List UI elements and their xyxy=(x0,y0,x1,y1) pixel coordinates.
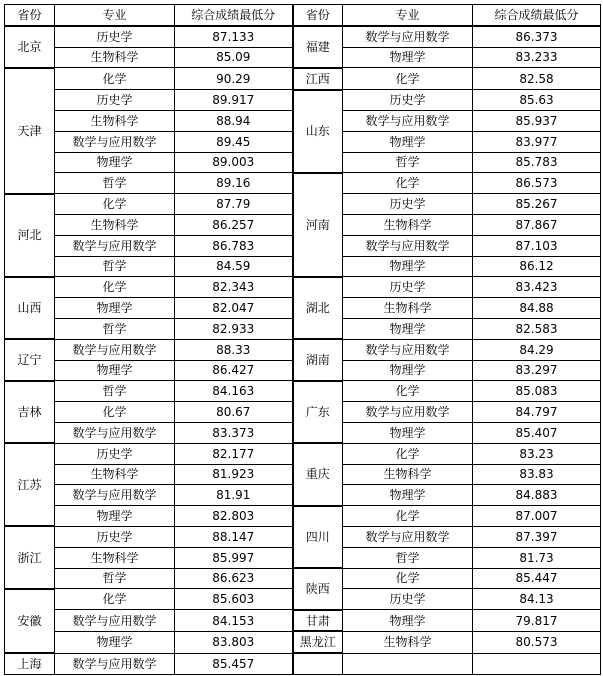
score-cell: 84.13 xyxy=(473,589,601,610)
major-cell: 历史学 xyxy=(343,90,473,111)
score-cell: 82.177 xyxy=(175,443,293,464)
major-cell: 数学与应用数学 xyxy=(343,235,473,256)
score-cell: 89.917 xyxy=(175,90,293,111)
header-province-right: 省份 xyxy=(293,5,343,26)
score-cell: 83.233 xyxy=(473,47,601,68)
score-cell: 84.88 xyxy=(473,298,601,319)
table-row xyxy=(5,90,601,111)
major-cell: 化学 xyxy=(343,173,473,194)
major-cell: 生物科学 xyxy=(343,298,473,319)
score-cell: 86.257 xyxy=(175,214,293,235)
major-cell: 数学与应用数学 xyxy=(343,526,473,547)
score-cell: 89.45 xyxy=(175,131,293,152)
major-cell: 化学 xyxy=(343,568,473,589)
major-cell: 数学与应用数学 xyxy=(343,339,473,360)
table-row xyxy=(5,381,601,402)
province-cell: 广东 xyxy=(293,381,343,443)
province-cell: 湖南 xyxy=(293,339,343,381)
score-cell: 87.867 xyxy=(473,214,601,235)
header-min-score-right: 综合成绩最低分 xyxy=(473,5,601,26)
major-cell: 生物科学 xyxy=(55,547,175,568)
score-cell: 84.29 xyxy=(473,339,601,360)
major-cell: 哲学 xyxy=(343,547,473,568)
major-cell: 物理学 xyxy=(55,152,175,173)
major-cell: 数学与应用数学 xyxy=(55,485,175,506)
major-cell: 物理学 xyxy=(55,360,175,381)
score-cell: 82.933 xyxy=(175,318,293,339)
major-cell: 哲学 xyxy=(55,173,175,194)
header-row xyxy=(5,5,601,26)
province-cell: 甘肃 xyxy=(293,610,343,632)
province-cell: 山东 xyxy=(293,90,343,173)
province-cell: 重庆 xyxy=(293,443,343,505)
major-cell: 生物科学 xyxy=(343,464,473,485)
major-cell: 历史学 xyxy=(55,443,175,464)
score-cell: 87.007 xyxy=(473,506,601,527)
major-cell: 哲学 xyxy=(343,152,473,173)
score-cell: 90.29 xyxy=(175,68,293,90)
score-cell: 83.803 xyxy=(175,631,293,653)
score-cell: 85.447 xyxy=(473,568,601,589)
major-cell: 化学 xyxy=(55,277,175,298)
major-cell: 化学 xyxy=(55,402,175,423)
major-cell: 化学 xyxy=(343,443,473,464)
major-cell: 化学 xyxy=(55,194,175,215)
score-cell: 82.047 xyxy=(175,298,293,319)
major-cell: 物理学 xyxy=(55,506,175,527)
table-row xyxy=(5,653,601,674)
score-cell: 83.297 xyxy=(473,360,601,381)
score-cell: 85.603 xyxy=(175,589,293,610)
province-cell: 湖北 xyxy=(293,277,343,339)
province-cell: 福建 xyxy=(293,26,343,68)
major-cell: 物理学 xyxy=(343,485,473,506)
major-cell: 化学 xyxy=(343,381,473,402)
table-row xyxy=(5,68,601,90)
score-cell: 83.83 xyxy=(473,464,601,485)
major-cell: 历史学 xyxy=(343,277,473,298)
major-cell: 历史学 xyxy=(343,194,473,215)
header-province: 省份 xyxy=(5,5,55,26)
table-row xyxy=(5,173,601,194)
major-cell: 物理学 xyxy=(343,318,473,339)
province-cell: 吉林 xyxy=(5,381,55,443)
major-cell: 数学与应用数学 xyxy=(343,110,473,131)
score-cell: 83.977 xyxy=(473,131,601,152)
major-cell: 生物科学 xyxy=(55,110,175,131)
major-cell: 物理学 xyxy=(343,47,473,68)
province-cell: 河北 xyxy=(5,194,55,277)
score-cell: 86.783 xyxy=(175,235,293,256)
major-cell: 哲学 xyxy=(55,256,175,277)
major-cell: 数学与应用数学 xyxy=(55,422,175,443)
major-cell: 物理学 xyxy=(55,631,175,653)
major-cell: 生物科学 xyxy=(55,214,175,235)
province-cell: 天津 xyxy=(5,68,55,194)
major-cell: 生物科学 xyxy=(55,464,175,485)
score-cell: 86.623 xyxy=(175,568,293,589)
major-cell: 化学 xyxy=(55,68,175,90)
score-cell: 85.457 xyxy=(175,653,293,674)
score-cell: 81.923 xyxy=(175,464,293,485)
province-cell: 陕西 xyxy=(293,568,343,610)
header-major-right: 专业 xyxy=(343,5,473,26)
major-cell: 化学 xyxy=(343,68,473,90)
major-cell: 数学与应用数学 xyxy=(55,339,175,360)
score-cell: 89.16 xyxy=(175,173,293,194)
province-cell: 黑龙江 xyxy=(293,631,343,653)
province-cell: 江苏 xyxy=(5,443,55,526)
score-cell: 82.803 xyxy=(175,506,293,527)
major-cell: 数学与应用数学 xyxy=(343,402,473,423)
score-cell: 85.267 xyxy=(473,194,601,215)
major-cell xyxy=(343,653,473,674)
province-cell: 浙江 xyxy=(5,526,55,588)
score-cell: 79.817 xyxy=(473,610,601,632)
score-cell: 85.083 xyxy=(473,381,601,402)
header-major: 专业 xyxy=(55,5,175,26)
major-cell: 生物科学 xyxy=(55,47,175,68)
score-cell: 87.103 xyxy=(473,235,601,256)
major-cell: 化学 xyxy=(343,506,473,527)
header-min-score: 综合成绩最低分 xyxy=(175,5,293,26)
province-cell: 辽宁 xyxy=(5,339,55,381)
table-row xyxy=(5,631,601,653)
major-cell: 物理学 xyxy=(55,298,175,319)
major-cell: 哲学 xyxy=(55,381,175,402)
major-cell: 历史学 xyxy=(343,589,473,610)
province-cell: 四川 xyxy=(293,506,343,568)
score-cell: 84.153 xyxy=(175,610,293,632)
score-cell: 87.397 xyxy=(473,526,601,547)
major-cell: 物理学 xyxy=(343,256,473,277)
score-cell: 80.67 xyxy=(175,402,293,423)
table-body xyxy=(5,26,601,675)
table-row xyxy=(5,277,601,298)
score-cell: 82.583 xyxy=(473,318,601,339)
score-cell: 86.427 xyxy=(175,360,293,381)
score-cell: 84.797 xyxy=(473,402,601,423)
score-cell: 85.997 xyxy=(175,547,293,568)
score-cell: 87.79 xyxy=(175,194,293,215)
score-cell: 83.373 xyxy=(175,422,293,443)
score-cell: 81.91 xyxy=(175,485,293,506)
score-cell: 85.63 xyxy=(473,90,601,111)
score-cell: 80.573 xyxy=(473,631,601,653)
score-cell: 82.58 xyxy=(473,68,601,90)
score-cell: 85.407 xyxy=(473,422,601,443)
score-cell: 87.133 xyxy=(175,26,293,47)
score-cell: 88.94 xyxy=(175,110,293,131)
major-cell: 历史学 xyxy=(55,526,175,547)
major-cell: 数学与应用数学 xyxy=(343,26,473,47)
table-row xyxy=(5,568,601,589)
score-cell: 86.12 xyxy=(473,256,601,277)
score-cell: 82.343 xyxy=(175,277,293,298)
table-row xyxy=(5,339,601,360)
score-cell: 85.937 xyxy=(473,110,601,131)
score-cell xyxy=(473,653,601,674)
province-cell: 安徽 xyxy=(5,589,55,653)
score-cell: 84.163 xyxy=(175,381,293,402)
table-row xyxy=(5,443,601,464)
province-cell: 江西 xyxy=(293,68,343,90)
score-cell: 88.33 xyxy=(175,339,293,360)
province-cell: 北京 xyxy=(5,26,55,68)
province-cell: 河南 xyxy=(293,173,343,277)
score-cell: 85.09 xyxy=(175,47,293,68)
table-row xyxy=(5,506,601,527)
score-cell: 81.73 xyxy=(473,547,601,568)
score-cell: 89.003 xyxy=(175,152,293,173)
score-cell: 85.783 xyxy=(473,152,601,173)
score-cell: 86.573 xyxy=(473,173,601,194)
major-cell: 历史学 xyxy=(55,90,175,111)
major-cell: 数学与应用数学 xyxy=(55,610,175,632)
major-cell: 生物科学 xyxy=(343,631,473,653)
major-cell: 数学与应用数学 xyxy=(55,235,175,256)
score-cell: 84.59 xyxy=(175,256,293,277)
province-cell: 上海 xyxy=(5,653,55,674)
major-cell: 哲学 xyxy=(55,318,175,339)
score-cell: 88.147 xyxy=(175,526,293,547)
major-cell: 哲学 xyxy=(55,568,175,589)
score-cell: 83.23 xyxy=(473,443,601,464)
table-row xyxy=(5,26,601,47)
major-cell: 物理学 xyxy=(343,610,473,632)
province-cell xyxy=(293,653,343,674)
major-cell: 物理学 xyxy=(343,360,473,381)
major-cell: 化学 xyxy=(55,589,175,610)
major-cell: 物理学 xyxy=(343,131,473,152)
major-cell: 数学与应用数学 xyxy=(55,131,175,152)
major-cell: 历史学 xyxy=(55,26,175,47)
major-cell: 数学与应用数学 xyxy=(55,653,175,674)
table-row xyxy=(5,610,601,632)
score-cell: 83.423 xyxy=(473,277,601,298)
score-cell: 86.373 xyxy=(473,26,601,47)
major-cell: 生物科学 xyxy=(343,214,473,235)
province-cell: 山西 xyxy=(5,277,55,339)
admission-score-table xyxy=(4,4,601,675)
major-cell: 物理学 xyxy=(343,422,473,443)
score-cell: 84.883 xyxy=(473,485,601,506)
